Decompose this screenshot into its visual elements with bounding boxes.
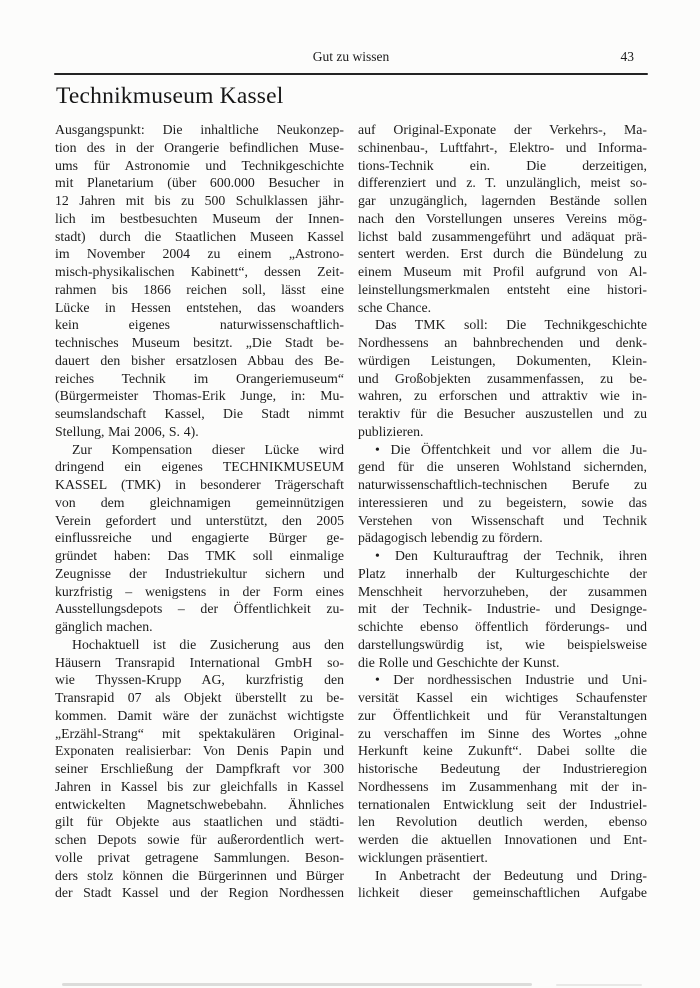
text-line: dringend ein eigenes TECHNIKMUSEUM [55, 459, 344, 475]
text-line: Lücke in Hessen entstehen, das woanders [55, 299, 344, 315]
paragraph [358, 671, 647, 866]
text-line: die Rolle und Geschichte der Kunst. [358, 654, 560, 670]
text-line: einflussreiche und engagierte Bürger ge- [55, 530, 344, 546]
text-line: lich im bestbesuchten Museum der Innen- [55, 210, 344, 226]
page-header [55, 46, 647, 68]
text-line: schichte ebenso öffentlich förderungs- und [358, 619, 647, 634]
text-line: • Den Kulturauftrag der Technik, ihren [375, 548, 647, 563]
text-line: differenziert und z. T. unzulänglich, meist so- [358, 175, 647, 191]
text-line: versität Kassel ein wichtiges Schaufenster [358, 690, 647, 705]
text-line: • Die Öffentchkeit und vor allem die Ju- [375, 441, 647, 457]
text-line: tion des in der Orangerie befindlichen Muse- [55, 139, 344, 155]
text-line: Menschheit hervorzuheben, der zusammen [358, 583, 647, 599]
text-line: volle privat getragene Sammlungen. Beson- [55, 849, 344, 865]
text-line: wahren, zu erforschen und attraktiv wie in- [358, 388, 647, 404]
text-line: Hochaktuell ist die Zusicherung aus den [72, 636, 344, 652]
text-line: KASSEL (TMK) in besonderer Trägerschaft [55, 477, 344, 492]
text-line: Ausstellungsdepots – der Öffentlichkeit zu- [55, 601, 344, 617]
text-line: pädagogisch lebendig zu fördern. [358, 530, 543, 546]
text-line: der Stadt Kassel und der Region Nordhessen [55, 885, 344, 901]
text-line: Nordhessens im Zusammenhang mit der in- [358, 778, 647, 794]
text-line: darstellungswürdig ist, wie beispielsweise [358, 636, 647, 652]
text-line: sche Chance. [358, 299, 432, 315]
text-line: lichst bald zusammengeführt und adäquat prä- [358, 228, 647, 244]
text-line: sentert werden. Erst durch die Bündelung zu [358, 246, 647, 262]
text-line: auf Original-Exponate der Verkehrs-, Ma- [358, 122, 647, 137]
paragraph [358, 316, 647, 440]
text-line: kurzfristig – wenigstens in der Form eines [55, 583, 344, 599]
text-line: gründet haben: Das TMK soll einmalige [55, 548, 344, 563]
text-columns [55, 121, 647, 902]
text-line: Herkunft keine Zukunft“. Dabei sollte die [358, 743, 647, 759]
text-line: naturwissenschaftlich-technischen Berufe zu [358, 477, 647, 492]
text-line: tions-Technik ein. Die derzeitigen, [358, 157, 647, 173]
article-title: Technikmuseum Kassel [56, 83, 284, 109]
text-line: Verein gefordert und unterstützt, den 2005 [55, 512, 344, 528]
text-line: technisches Museum besitzt. „Die Stadt be- [55, 335, 344, 350]
text-line: Exponaten realisierbar: Von Denis Papin und [55, 743, 344, 759]
text-line: und Großobjekten zusammenfassen, zu be- [358, 370, 647, 386]
text-line: seiner Erschließung der Dampfkraft vor 300 [55, 761, 344, 776]
text-line: von dem gleichnamigen gemeinnützigen [55, 494, 344, 510]
text-line: Häusern Transrapid International GmbH so- [55, 654, 344, 670]
text-line: teraktiv für die Besucher auszustellen und zu [358, 406, 647, 421]
text-line: gar unzugänglich, lagernden Bestände sollen [358, 193, 647, 208]
text-line: gend für die unseren Wohlstand sichernden, [358, 459, 647, 475]
text-line: seumslandschaft Kassel, Die Stadt nimmt [55, 406, 344, 421]
text-line: wie Thyssen-Krupp AG, kurzfristig den [55, 672, 344, 688]
text-line: schen Depots sowie für außerordentlich wert- [55, 832, 344, 847]
text-line: Zur Kompensation dieser Lücke wird [72, 441, 344, 457]
text-line: ders stolz können die Bürgerinnen und Bürger [55, 867, 344, 883]
text-line: rahmen bis 1866 reichen soll, lässt eine [55, 281, 344, 297]
text-line: würdigen Leistungen, Dokumenten, Klein- [358, 352, 647, 368]
text-line: len Revolution deutlich werden, ebenso [358, 814, 647, 830]
paragraph [358, 441, 647, 548]
text-line: leinstellungsmerkmalen entsteht eine histori- [358, 281, 647, 297]
text-line: dauert den bisher ersatzlosen Abbau des Be- [55, 352, 344, 368]
text-line: „Erzähl-Strang“ mit spektakulären Original- [55, 725, 344, 741]
running-title: Gut zu wissen [312, 49, 390, 64]
text-line: historische Bedeutung der Industrieregion [358, 761, 647, 776]
text-line: • Der nordhessischen Industrie und Uni- [375, 672, 647, 688]
text-line: misch-physikalischen Kabinett“, dessen Zeit- [55, 264, 344, 279]
text-line: kommen. Damit wäre der zunächst wichtigste [55, 707, 344, 723]
text-line: Transrapid 07 als Objekt überstellt zu be- [55, 690, 344, 705]
text-line: im November 2004 zu einem „Astrono- [55, 246, 344, 262]
text-line: mit der Technik- Industrie- und Designge- [358, 601, 647, 617]
text-line: entwickelten Magnetschwebebahn. Ähnliches [55, 796, 344, 812]
text-line: Ausgangspunkt: Die inhaltliche Neukonzep- [55, 122, 344, 137]
text-line: zu verschaffen im Sinne des Wortes „ohne [358, 725, 647, 741]
text-line: In Anbetracht der Bedeutung und Dring- [375, 867, 647, 883]
text-line: mit Planetarium (über 600.000 Besucher in [55, 175, 344, 191]
scan-artifact [556, 984, 642, 986]
paragraph [358, 547, 647, 671]
text-line: reiches Technik im Orangeriemuseum“ [55, 370, 344, 386]
text-line: interessieren und zu begeistern, sowie das [358, 494, 647, 510]
text-line: Das TMK soll: Die Technikgeschichte [375, 317, 647, 333]
text-line: zur Öffentlichkeit und für Veranstaltungen [358, 707, 647, 723]
text-line: einem Museum mit Profil aufgrund von Al- [358, 264, 647, 279]
paragraph [358, 121, 647, 316]
paragraph [55, 636, 344, 902]
text-line: lichkeit dieser gemeinschaftlichen Aufgabe [358, 885, 647, 901]
text-line: stadt) durch die Staatlichen Museen Kassel [55, 228, 344, 244]
paragraph [55, 121, 344, 441]
text-line: Nordhessens an bahnbrechenden und denk- [358, 335, 647, 350]
page-number: 43 [620, 49, 634, 64]
text-line: wicklungen präsentiert. [358, 849, 488, 865]
scan-artifact [62, 983, 532, 986]
text-line: Zeugnisse der Industriekultur sichern und [55, 565, 344, 581]
right-column [358, 121, 647, 902]
text-line: Stellung, Mai 2006, S. 4). [55, 423, 199, 439]
text-line: (Bürgermeister Thomas-Erik Junge, in: Mu- [55, 388, 344, 404]
left-column [55, 121, 344, 902]
text-line: kein eigenes naturwissenschaftlich- [55, 317, 344, 333]
text-line: gänglich machen. [55, 619, 153, 634]
text-line: publizieren. [358, 423, 424, 439]
text-line: ternationalen Entwicklung seit der Industriel- [358, 796, 647, 812]
text-line: Jahren in Kassel bis zur gleichfalls in Kassel [55, 778, 344, 794]
text-line: ums für Astronomie und Technikgeschichte [55, 157, 344, 173]
text-line: werden die aktuellen Innovationen und Ent- [358, 832, 647, 847]
text-line: Verstehen von Wissenschaft und Technik [358, 512, 647, 528]
text-line: schinenbau-, Luftfahrt-, Elektro- und Informa- [358, 139, 647, 155]
header-rule [54, 73, 648, 75]
text-line: gilt für Objekte aus staatlichen und städti- [55, 814, 344, 830]
paragraph [358, 867, 647, 903]
text-line: Platz innerhalb der Kulturgeschichte der [358, 565, 647, 581]
text-line: nach den Vorstellungen unseres Vereins mög- [358, 210, 647, 226]
text-line: 12 Jahren mit bis zu 500 Schulklassen jähr- [55, 193, 344, 208]
paragraph [55, 441, 344, 636]
